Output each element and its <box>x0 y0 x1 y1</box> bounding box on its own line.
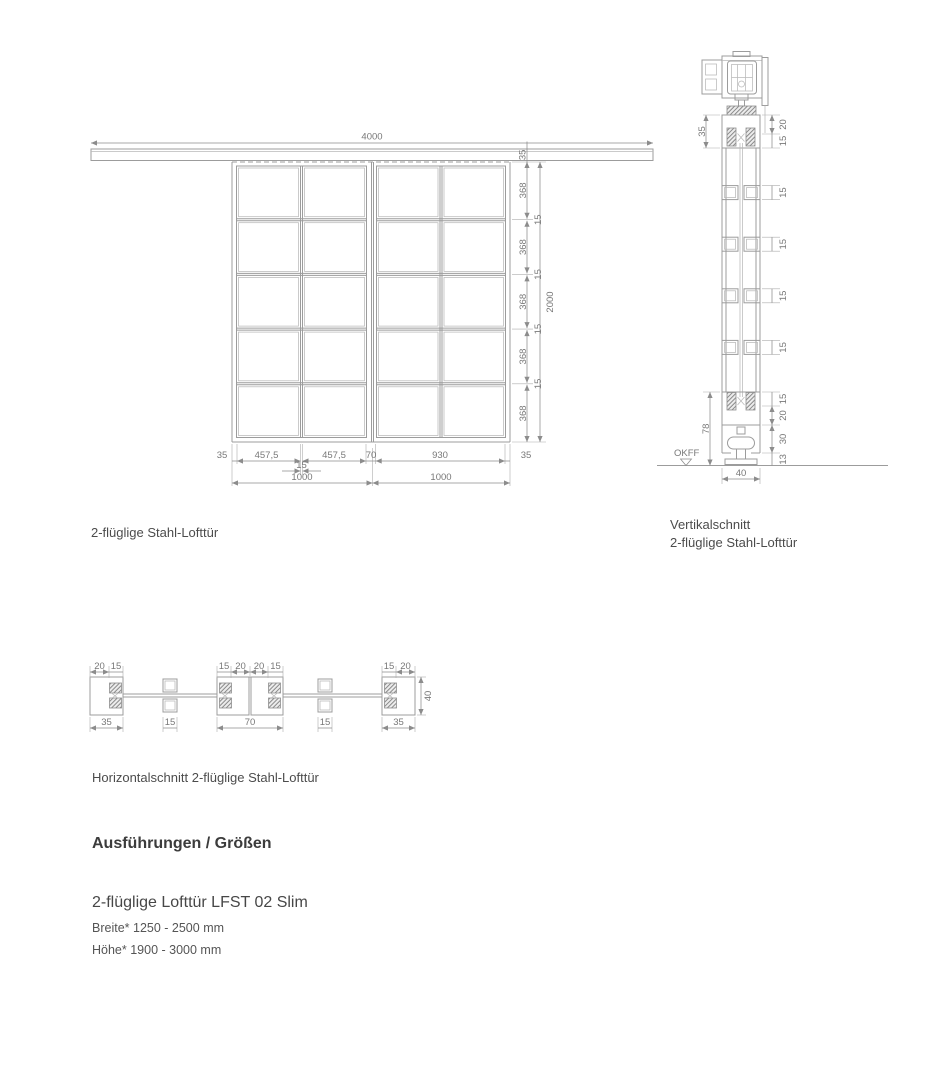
dim-meeting-stiles: 70 <box>365 450 377 461</box>
dim-floor-guide: 30 <box>778 433 789 445</box>
track-trolley <box>702 52 768 134</box>
dim-hsec: 15 <box>383 661 395 672</box>
dim-pane-height: 368 <box>518 239 529 256</box>
dim-hsec: 15 <box>218 661 230 672</box>
dim-gasket: 15 <box>778 135 789 147</box>
dim-hsec: 15 <box>270 661 281 672</box>
front-view-drawing <box>91 132 653 487</box>
horizontal-section-drawing <box>90 661 434 732</box>
hsec-meeting-stiles <box>217 677 283 715</box>
front-right-dim-chain <box>512 162 556 442</box>
dim-hsec: 20 <box>235 661 246 672</box>
dim-hsec: 20 <box>253 661 265 672</box>
dim-track-width: 4000 <box>361 131 383 143</box>
dim-door-height: 2000 <box>545 291 556 313</box>
vsection-right-dims <box>762 115 789 466</box>
dim-stile: 35 <box>520 450 532 461</box>
dim-stile: 35 <box>216 450 228 461</box>
vertical-section-drawing <box>657 52 888 485</box>
dim-glass-width: 930 <box>432 450 448 461</box>
floor-level-label: OKFF <box>674 448 700 459</box>
vertical-section-caption-line1: Vertikalschnitt <box>670 517 751 532</box>
hsec-top-dims <box>90 661 415 678</box>
front-view-caption: 2-flüglige Stahl-Lofttür <box>91 525 219 540</box>
spec-width-range: Breite* 1250 - 2500 mm <box>92 921 225 935</box>
spec-height-range: Höhe* 1900 - 3000 mm <box>92 943 222 957</box>
dim-pane-height: 368 <box>518 348 529 365</box>
dim-muntin-width: 15 <box>296 460 307 471</box>
dim-leaf-width: 1000 <box>430 472 452 483</box>
dim-hsec: 20 <box>400 661 411 672</box>
dim-muntin-sec: 15 <box>778 187 789 198</box>
dim-hsec: 15 <box>164 717 176 728</box>
floor-level-marker <box>674 448 700 466</box>
dim-hsec: 20 <box>94 661 105 672</box>
dim-muntin: 15 <box>533 269 544 280</box>
dim-hsec: 15 <box>110 661 122 672</box>
dim-hsec: 35 <box>101 717 112 728</box>
dim-hsec: 15 <box>319 717 331 728</box>
hsec-right-stile <box>382 677 415 715</box>
dim-pane-width: 457,5 <box>254 450 279 461</box>
hsec-left-stile <box>90 677 123 715</box>
dim-muntin: 15 <box>533 214 544 225</box>
product-name: 2-flüglige Lofttür LFST 02 Slim <box>92 894 308 911</box>
section-top-rail <box>722 115 760 148</box>
dim-leaf-width: 1000 <box>291 472 313 483</box>
hsec-muntin-right <box>318 679 332 712</box>
dim-muntin-sec: 15 <box>778 238 789 250</box>
hsec-muntin-left <box>163 679 177 712</box>
dim-muntin-sec: 15 <box>778 342 789 353</box>
section-leaf-body <box>722 143 760 397</box>
dim-hsec: 70 <box>244 717 256 728</box>
dim-hsec: 35 <box>393 717 404 728</box>
specs-heading: Ausführungen / Größen <box>92 835 272 852</box>
front-bottom-dims <box>217 444 532 486</box>
horizontal-section-caption: Horizontalschnitt 2-flüglige Stahl-Lofttür <box>92 770 319 785</box>
vertical-section-caption-line2: 2-flüglige Stahl-Lofttür <box>670 535 798 550</box>
dim-pane-height: 368 <box>518 182 529 199</box>
dim-muntin: 15 <box>533 378 544 390</box>
track-rail <box>91 149 653 161</box>
dim-pane-height: 368 <box>518 405 529 422</box>
dim-pane-width: 457,5 <box>322 450 346 461</box>
dim-muntin-sec: 15 <box>778 290 789 302</box>
hsec-bottom-dims <box>90 717 415 732</box>
dim-profile-width: 40 <box>735 468 747 479</box>
dim-profile-depth: 40 <box>423 690 434 702</box>
dim-pane-height: 368 <box>518 293 529 310</box>
dim-bottom-pocket: 20 <box>778 410 789 421</box>
section-muntins <box>722 186 760 355</box>
dim-muntin: 15 <box>533 323 544 335</box>
dim-floor-gap: 13 <box>778 454 789 465</box>
door-outline <box>232 162 510 442</box>
dim-track-height: 35 <box>517 149 529 161</box>
dim-bottom-total: 78 <box>701 423 712 435</box>
dim-top-rail-height: 35 <box>697 126 708 137</box>
dim-bottom-gasket: 15 <box>778 393 789 405</box>
dim-gasket: 20 <box>778 119 789 130</box>
